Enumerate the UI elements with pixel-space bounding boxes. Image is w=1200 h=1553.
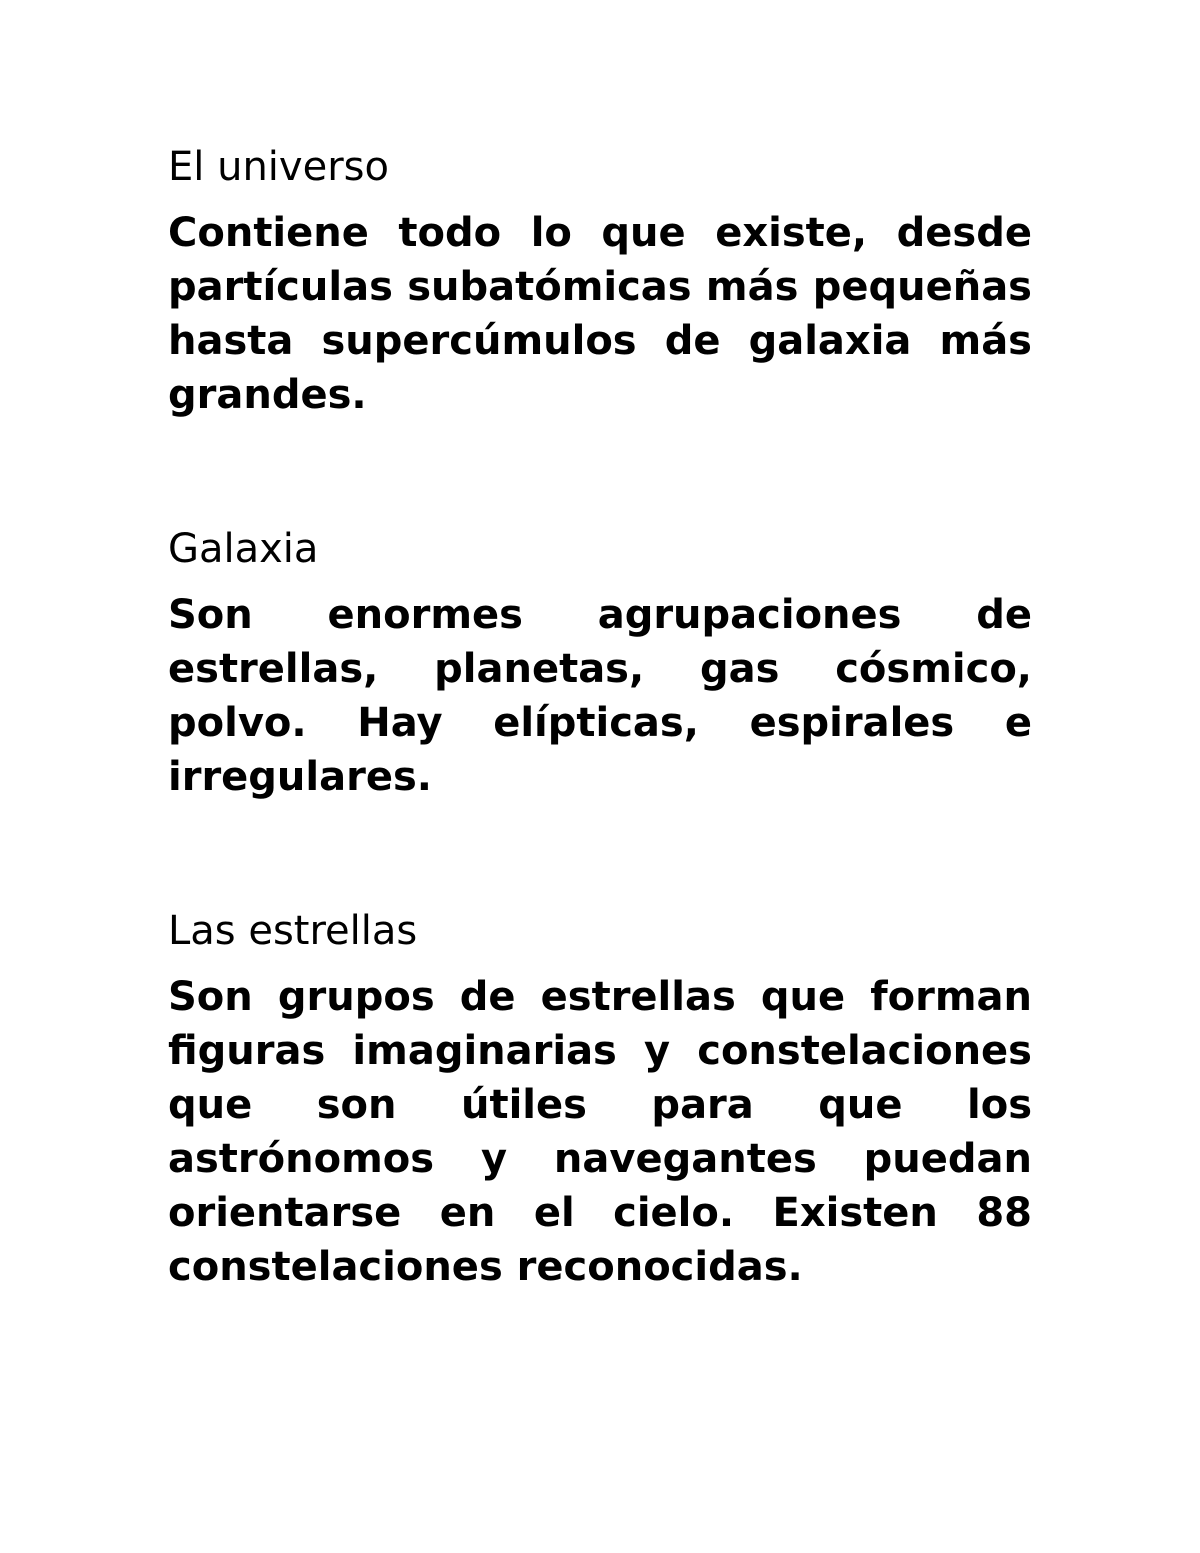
section-paragraph: Son enormes agrupaciones de estrellas, planetas, gas cósmico, polvo. Hay elípticas, espirales e irregulares.: [168, 592, 1032, 800]
section-estrellas: [168, 904, 1032, 1294]
document-page: [168, 140, 1032, 1294]
section-heading: Las estrellas: [168, 908, 418, 954]
section-galaxia: [168, 522, 1032, 804]
section-heading: El universo: [168, 144, 389, 190]
section-heading: Galaxia: [168, 526, 319, 572]
section-universo: [168, 140, 1032, 422]
section-paragraph: Son grupos de estrellas que forman figuras imaginarias y constelaciones que son útiles para que los astrónomos y navegantes puedan orientarse en el cielo. Existen 88 constelaciones reconocidas.: [168, 974, 1032, 1290]
section-paragraph: Contiene todo lo que existe, desde partículas subatómicas más pequeñas hasta supercúmulos de galaxia más grandes.: [168, 210, 1032, 418]
